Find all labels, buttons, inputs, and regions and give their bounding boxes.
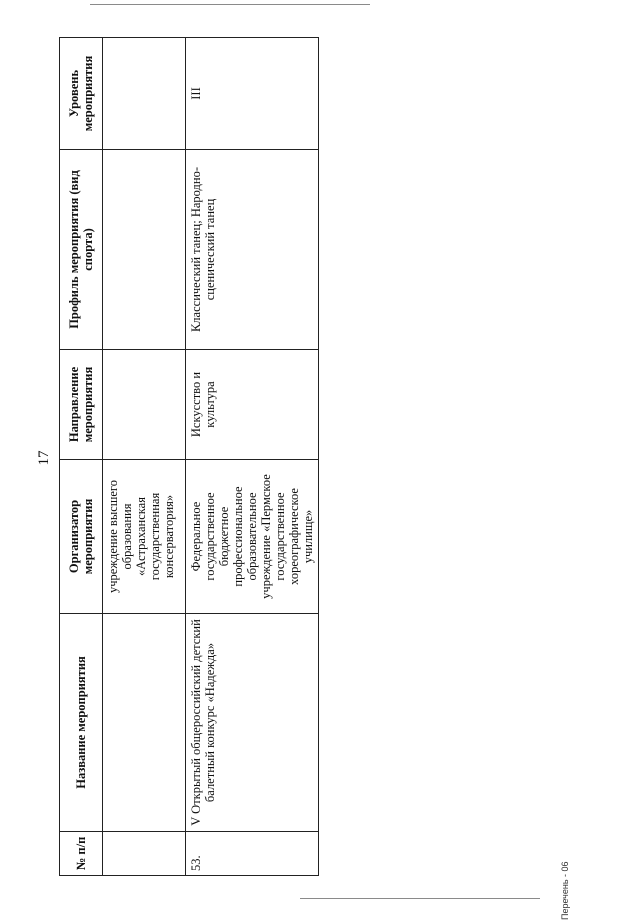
- cell-num: [103, 832, 186, 876]
- cell-organizer: учреждение высшего образования «Астраханская государственная консерватория»: [103, 460, 186, 614]
- events-table-rotated: [59, 38, 315, 876]
- header-direction: Направление мероприятия: [60, 350, 103, 460]
- cell-profile: Классический танец; Народно-сценический танец: [186, 150, 319, 350]
- header-level: Уровень мероприятия: [60, 38, 103, 150]
- cell-name: [103, 614, 186, 832]
- header-organizer: Организатор мероприятия: [60, 460, 103, 614]
- cell-level: III: [186, 38, 319, 150]
- header-name: Название мероприятия: [60, 614, 103, 832]
- header-num: № п/п: [60, 832, 103, 876]
- table-header-row: [60, 38, 103, 876]
- cell-organizer: Федеральное государственное бюджетное профессиональное образовательное учреждение «Пермское государственное хореографическое училище»: [186, 460, 319, 614]
- cell-direction: [103, 350, 186, 460]
- cell-profile: [103, 150, 186, 350]
- table-row: [186, 38, 319, 876]
- cell-direction: Искусство и культура: [186, 350, 319, 460]
- page-number: 17: [36, 450, 52, 466]
- cell-name: V Открытый общероссийский детский балетный конкурс «Надежда»: [186, 614, 319, 832]
- events-table: [59, 37, 319, 876]
- footer-note: Перечень - 06: [560, 861, 570, 920]
- scan-edge-bottom: [300, 898, 540, 899]
- cell-num: 53.: [186, 832, 319, 876]
- scan-edge-top: [90, 4, 370, 5]
- header-profile: Профиль мероприятия (вид спорта): [60, 150, 103, 350]
- table-row: [103, 38, 186, 876]
- cell-level: [103, 38, 186, 150]
